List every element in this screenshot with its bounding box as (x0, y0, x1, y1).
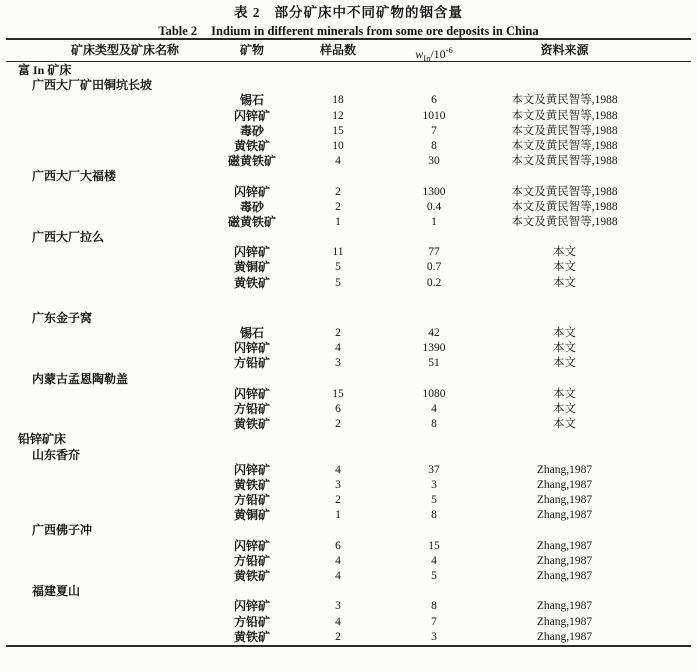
empty-cell (6, 93, 202, 108)
mineral-cell: 方铅矿 (233, 553, 270, 568)
empty-cell (6, 387, 202, 402)
header-indium-content (374, 40, 494, 61)
table-row (6, 554, 691, 569)
deposit-name-label: 内蒙古孟恩陶勒盖 (32, 371, 129, 386)
deposit-row (6, 523, 691, 538)
table-row (6, 245, 691, 260)
table-row (6, 341, 691, 356)
sample-count-cell: 4 (335, 155, 341, 168)
indium-content-cell: 15 (428, 539, 440, 552)
w-denominator: /10 (430, 47, 446, 61)
table-row (6, 276, 691, 291)
table-header-row (6, 40, 691, 62)
table-row (6, 139, 691, 154)
indium-content-cell: 0.7 (426, 261, 442, 274)
mineral-cell: 闪锌矿 (233, 386, 270, 401)
empty-cell (6, 124, 202, 139)
indium-content-cell: 5 (431, 570, 437, 582)
spacer-row (6, 291, 691, 311)
indium-content-cell: 5 (431, 494, 437, 507)
indium-content-cell: 1390 (422, 342, 446, 355)
indium-content-cell: 8 (431, 509, 437, 522)
empty-cell (6, 260, 202, 275)
deposit-name-label: 福建夏山 (32, 584, 81, 599)
table-title-english-text: Indium in different minerals from some ore deposits in China (211, 24, 539, 38)
empty-cell (6, 569, 202, 584)
deposit-name-label: 广西大厂拉么 (32, 230, 105, 245)
table-title-chinese (0, 0, 697, 22)
mineral-cell: 闪锌矿 (233, 184, 270, 199)
sample-count-cell: 3 (335, 357, 341, 370)
source-cell: 本文及黄民智等,1988 (511, 215, 618, 228)
indium-content-cell: 3 (431, 630, 437, 643)
indium-content-cell: 7 (431, 615, 437, 628)
sample-count-cell: 1 (335, 215, 341, 228)
mineral-cell: 闪锌矿 (233, 538, 270, 553)
sample-count-cell: 1 (335, 509, 341, 522)
source-cell: Zhang,1987 (536, 509, 593, 522)
indium-content-cell: 1080 (422, 387, 446, 400)
empty-cell (6, 200, 202, 215)
deposit-name-label: 广西大厂大福楼 (32, 169, 117, 184)
empty-cell (6, 554, 202, 569)
deposit-row (6, 448, 691, 463)
table-row (6, 478, 691, 493)
table-row (6, 630, 691, 645)
table-row (6, 569, 691, 584)
indium-content-cell: 8 (431, 139, 437, 152)
source-cell: 本文 (553, 387, 576, 400)
header-source: 资料来源 (540, 43, 589, 57)
source-cell: Zhang,1987 (536, 539, 593, 552)
sample-count-cell: 2 (335, 327, 341, 339)
source-cell: 本文 (553, 402, 576, 415)
source-cell: Zhang,1987 (536, 494, 593, 507)
table-row (6, 539, 691, 554)
source-cell: Zhang,1987 (536, 600, 593, 613)
sample-count-cell: 2 (335, 200, 341, 213)
empty-cell (6, 245, 202, 260)
source-cell: 本文及黄民智等,1988 (511, 124, 618, 137)
table-title-chinese-text: 部分矿床中不同矿物的铟含量 (274, 5, 464, 20)
table-row (6, 93, 691, 108)
table-body (6, 62, 691, 647)
table-row (6, 356, 691, 371)
table-row (6, 615, 691, 630)
sample-count-cell: 3 (335, 478, 341, 491)
sample-count-cell: 11 (332, 246, 344, 259)
indium-content-cell: 37 (428, 463, 440, 476)
sample-count-cell: 15 (332, 387, 344, 400)
sample-count-cell: 4 (335, 463, 341, 476)
source-cell: 本文 (553, 261, 576, 274)
source-cell: 本文及黄民智等,1988 (511, 139, 618, 152)
table-row (6, 417, 691, 432)
empty-cell (6, 493, 202, 508)
w-subscript: In (423, 53, 431, 63)
deposit-name-label: 广西大厂矿田铜坑长坡 (32, 78, 153, 93)
mineral-cell: 锡石 (239, 326, 264, 340)
source-cell: 本文 (553, 357, 576, 370)
mineral-cell: 黄铁矿 (233, 477, 270, 492)
mineral-cell: 黄铁矿 (233, 417, 270, 432)
table-row (6, 326, 691, 341)
table-row (6, 215, 691, 230)
group-row (6, 432, 691, 447)
indium-content-cell: 0.4 (426, 200, 442, 213)
mineral-cell: 磁黄铁矿 (227, 214, 276, 229)
source-cell: Zhang,1987 (536, 615, 593, 628)
mineral-cell: 黄铁矿 (233, 138, 270, 153)
table-row (6, 493, 691, 508)
table-row (6, 260, 691, 275)
mineral-cell: 闪锌矿 (233, 599, 270, 614)
indium-content-cell: 3 (431, 478, 437, 491)
empty-cell (6, 356, 202, 371)
group-row (6, 63, 691, 78)
source-cell: 本文 (553, 327, 576, 339)
empty-cell (6, 185, 202, 200)
empty-cell (6, 478, 202, 493)
source-cell: 本文 (553, 418, 576, 431)
indium-content-cell: 4 (431, 402, 437, 415)
indium-content-cell: 1010 (422, 109, 446, 122)
table-row (6, 387, 691, 402)
sample-count-cell: 4 (335, 570, 341, 582)
mineral-cell: 闪锌矿 (233, 341, 270, 356)
table-row (6, 185, 691, 200)
source-cell: 本文 (553, 342, 576, 355)
sample-count-cell: 4 (335, 615, 341, 628)
mineral-cell: 黄铁矿 (233, 275, 270, 290)
source-cell: Zhang,1987 (536, 463, 593, 476)
source-cell: 本文及黄民智等,1988 (511, 155, 618, 168)
mineral-cell: 方铅矿 (233, 356, 270, 371)
sample-count-cell: 10 (332, 139, 344, 152)
mineral-cell: 闪锌矿 (233, 108, 270, 123)
mineral-cell: 黄铁矿 (233, 629, 270, 644)
mineral-cell: 毒砂 (239, 123, 264, 138)
indium-content-cell: 7 (431, 124, 437, 137)
indium-content-cell: 42 (428, 327, 440, 339)
sample-count-cell: 15 (332, 124, 344, 137)
empty-cell (6, 599, 202, 614)
indium-content-cell: 8 (431, 418, 437, 431)
empty-cell (6, 630, 202, 645)
deposit-type-label: 富 In 矿床 (18, 63, 72, 77)
sample-count-cell: 18 (332, 94, 344, 107)
deposit-row (6, 230, 691, 245)
source-cell: Zhang,1987 (536, 554, 593, 567)
mineral-cell: 锡石 (239, 93, 264, 108)
source-cell: 本文及黄民智等,1988 (511, 185, 618, 198)
indium-content-cell: 8 (431, 600, 437, 613)
mineral-cell: 黄铁矿 (233, 569, 270, 583)
deposit-name-label: 山东香夼 (32, 447, 81, 462)
sample-count-cell: 2 (335, 185, 341, 198)
w-symbol: w (415, 47, 424, 61)
mineral-cell: 磁黄铁矿 (227, 154, 276, 169)
deposit-row (6, 584, 691, 599)
empty-cell (6, 109, 202, 124)
source-cell: 本文及黄民智等,1988 (511, 200, 618, 213)
source-cell: 本文 (553, 246, 576, 259)
mineral-cell: 方铅矿 (233, 493, 270, 508)
indium-content-cell: 77 (428, 246, 440, 259)
empty-cell (6, 402, 202, 417)
empty-cell (6, 508, 202, 523)
table-row (6, 402, 691, 417)
empty-cell (6, 154, 202, 169)
sample-count-cell: 2 (335, 418, 341, 431)
sample-count-cell: 5 (335, 261, 341, 274)
empty-cell (6, 215, 202, 230)
sample-count-cell: 12 (332, 109, 344, 122)
table-row (6, 599, 691, 614)
empty-cell (6, 139, 202, 154)
sample-count-cell: 6 (335, 402, 341, 415)
table-row (6, 109, 691, 124)
table-row (6, 508, 691, 523)
source-cell: 本文及黄民智等,1988 (511, 94, 618, 107)
table-row (6, 200, 691, 215)
deposit-row (6, 311, 691, 326)
header-sample-count: 样品数 (319, 43, 356, 57)
empty-cell (6, 539, 202, 554)
mineral-cell: 毒砂 (239, 199, 264, 214)
sample-count-cell: 5 (335, 276, 341, 289)
source-cell: 本文 (553, 276, 576, 289)
deposit-type-label: 铅锌矿床 (18, 432, 67, 447)
deposit-name-label: 广东金子窝 (32, 310, 93, 325)
indium-content-cell: 6 (431, 94, 437, 107)
empty-cell (6, 463, 202, 478)
sample-count-cell: 6 (335, 539, 341, 552)
empty-cell (6, 417, 202, 432)
data-table (6, 38, 691, 647)
mineral-cell: 黄铜矿 (233, 508, 270, 523)
w-exponent: -6 (445, 45, 453, 55)
source-cell: Zhang,1987 (536, 630, 593, 643)
indium-content-cell: 30 (428, 155, 440, 168)
mineral-cell: 闪锌矿 (233, 462, 270, 477)
deposit-row (6, 169, 691, 184)
sample-count-cell: 2 (335, 494, 341, 507)
empty-cell (6, 276, 202, 291)
header-mineral: 矿物 (239, 43, 264, 57)
sample-count-cell: 2 (335, 630, 341, 643)
indium-content-cell: 4 (431, 554, 437, 567)
sample-count-cell: 4 (335, 342, 341, 355)
deposit-name-label: 广西佛子冲 (32, 523, 93, 538)
deposit-row (6, 372, 691, 387)
table-row (6, 154, 691, 169)
deposit-row (6, 78, 691, 93)
indium-content-cell: 1300 (422, 185, 446, 198)
empty-cell (6, 341, 202, 356)
mineral-cell: 闪锌矿 (233, 245, 270, 260)
sample-count-cell: 3 (335, 600, 341, 613)
source-cell: 本文及黄民智等,1988 (511, 109, 618, 122)
table-number-english: Table 2 (158, 24, 198, 38)
table-row (6, 124, 691, 139)
mineral-cell: 方铅矿 (233, 614, 270, 629)
indium-content-cell: 1 (431, 215, 437, 228)
source-cell: Zhang,1987 (536, 478, 593, 491)
mineral-cell: 黄铜矿 (233, 260, 270, 275)
source-cell: Zhang,1987 (536, 570, 593, 582)
empty-cell (6, 326, 202, 341)
table-row (6, 463, 691, 478)
mineral-cell: 方铅矿 (233, 401, 270, 416)
indium-content-cell: 0.2 (426, 276, 442, 289)
sample-count-cell: 4 (335, 554, 341, 567)
header-deposit-type: 矿床类型及矿床名称 (70, 43, 179, 57)
table-number-chinese: 表 2 (233, 5, 261, 20)
empty-cell (6, 615, 202, 630)
indium-content-cell: 51 (428, 357, 440, 370)
